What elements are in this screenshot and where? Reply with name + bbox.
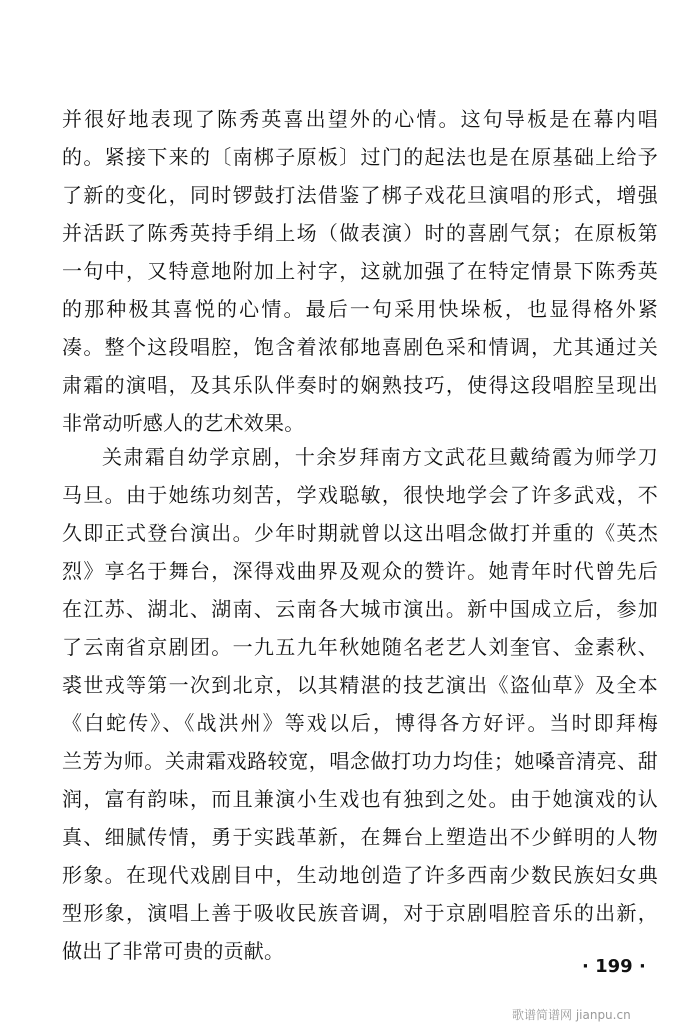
text-line: 凑。整个这段唱腔，饱含着浓郁地喜剧色采和情调，尤其通过关 <box>62 335 658 359</box>
text-line: 一句中，又特意地附加上衬字，这就加强了在特定情景下陈秀英 <box>62 259 658 283</box>
text-line: 了云南省京剧团。一九五九年秋她随名老艺人刘奎官、金素秋、 <box>62 635 658 659</box>
watermark: 歌谱简谱网 jianpu.cn <box>512 1008 631 1022</box>
text-line: 的那种极其喜悦的心情。最后一句采用快垛板，也显得格外紧 <box>62 297 658 321</box>
text-line: 润，富有韵味，而且兼演小生戏也有独到之处。由于她演戏的认 <box>62 787 658 811</box>
text-line: 马旦。由于她练功刻苦，学戏聪敏，很快地学会了许多武戏，不 <box>62 483 658 507</box>
text-line: 兰芳为师。关肃霜戏路较宽，唱念做打功力均佳；她嗓音清亮、甜 <box>62 749 658 773</box>
text-line: 烈》享名于舞台，深得戏曲界及观众的赞许。她青年时代曾先后 <box>62 559 658 583</box>
text-line: 真、细腻传情，勇于实践革新，在舞台上塑造出不少鲜明的人物 <box>62 825 658 849</box>
text-line: 《白蛇传》、《战洪州》等戏以后，博得各方好评。当时即拜梅 <box>62 711 658 735</box>
text-line: 了新的变化，同时锣鼓打法借鉴了梆子戏花旦演唱的形式，增强 <box>62 183 658 207</box>
text-line: 在江苏、湖北、湖南、云南各大城市演出。新中国成立后，参加 <box>62 597 658 621</box>
text-line: 裘世戎等第一次到北京，以其精湛的技艺演出《盗仙草》及全本 <box>62 673 658 697</box>
text-line: 久即正式登台演出。少年时期就曾以这出唱念做打并重的《英杰 <box>62 521 658 545</box>
text-line: 并活跃了陈秀英持手绢上场（做表演）时的喜剧气氛；在原板第 <box>62 221 658 245</box>
text-line: 并很好地表现了陈秀英喜出望外的心情。这句导板是在幕内唱 <box>62 107 658 131</box>
text-line: 肃霜的演唱，及其乐队伴奏时的娴熟技巧，使得这段唱腔呈现出 <box>62 373 658 397</box>
text-line-first: 关肃霜自幼学京剧，十余岁拜南方文武花旦戴绮霞为师学刀 <box>102 445 658 469</box>
text-line-last: 做出了非常可贵的贡献。 <box>62 939 285 963</box>
text-line: 的。紧接下来的〔南梆子原板〕过门的起法也是在原基础上给予 <box>62 145 658 169</box>
text-line-last: 非常动听感人的艺术效果。 <box>62 411 305 435</box>
page-number: · 199 · <box>582 956 646 977</box>
paragraph-2 <box>62 438 658 970</box>
paragraph-1 <box>62 100 658 442</box>
text-line: 型形象，演唱上善于吸收民族音调，对于京剧唱腔音乐的出新， <box>62 901 658 925</box>
text-line: 形象。在现代戏剧目中，生动地创造了许多西南少数民族妇女典 <box>62 863 658 887</box>
